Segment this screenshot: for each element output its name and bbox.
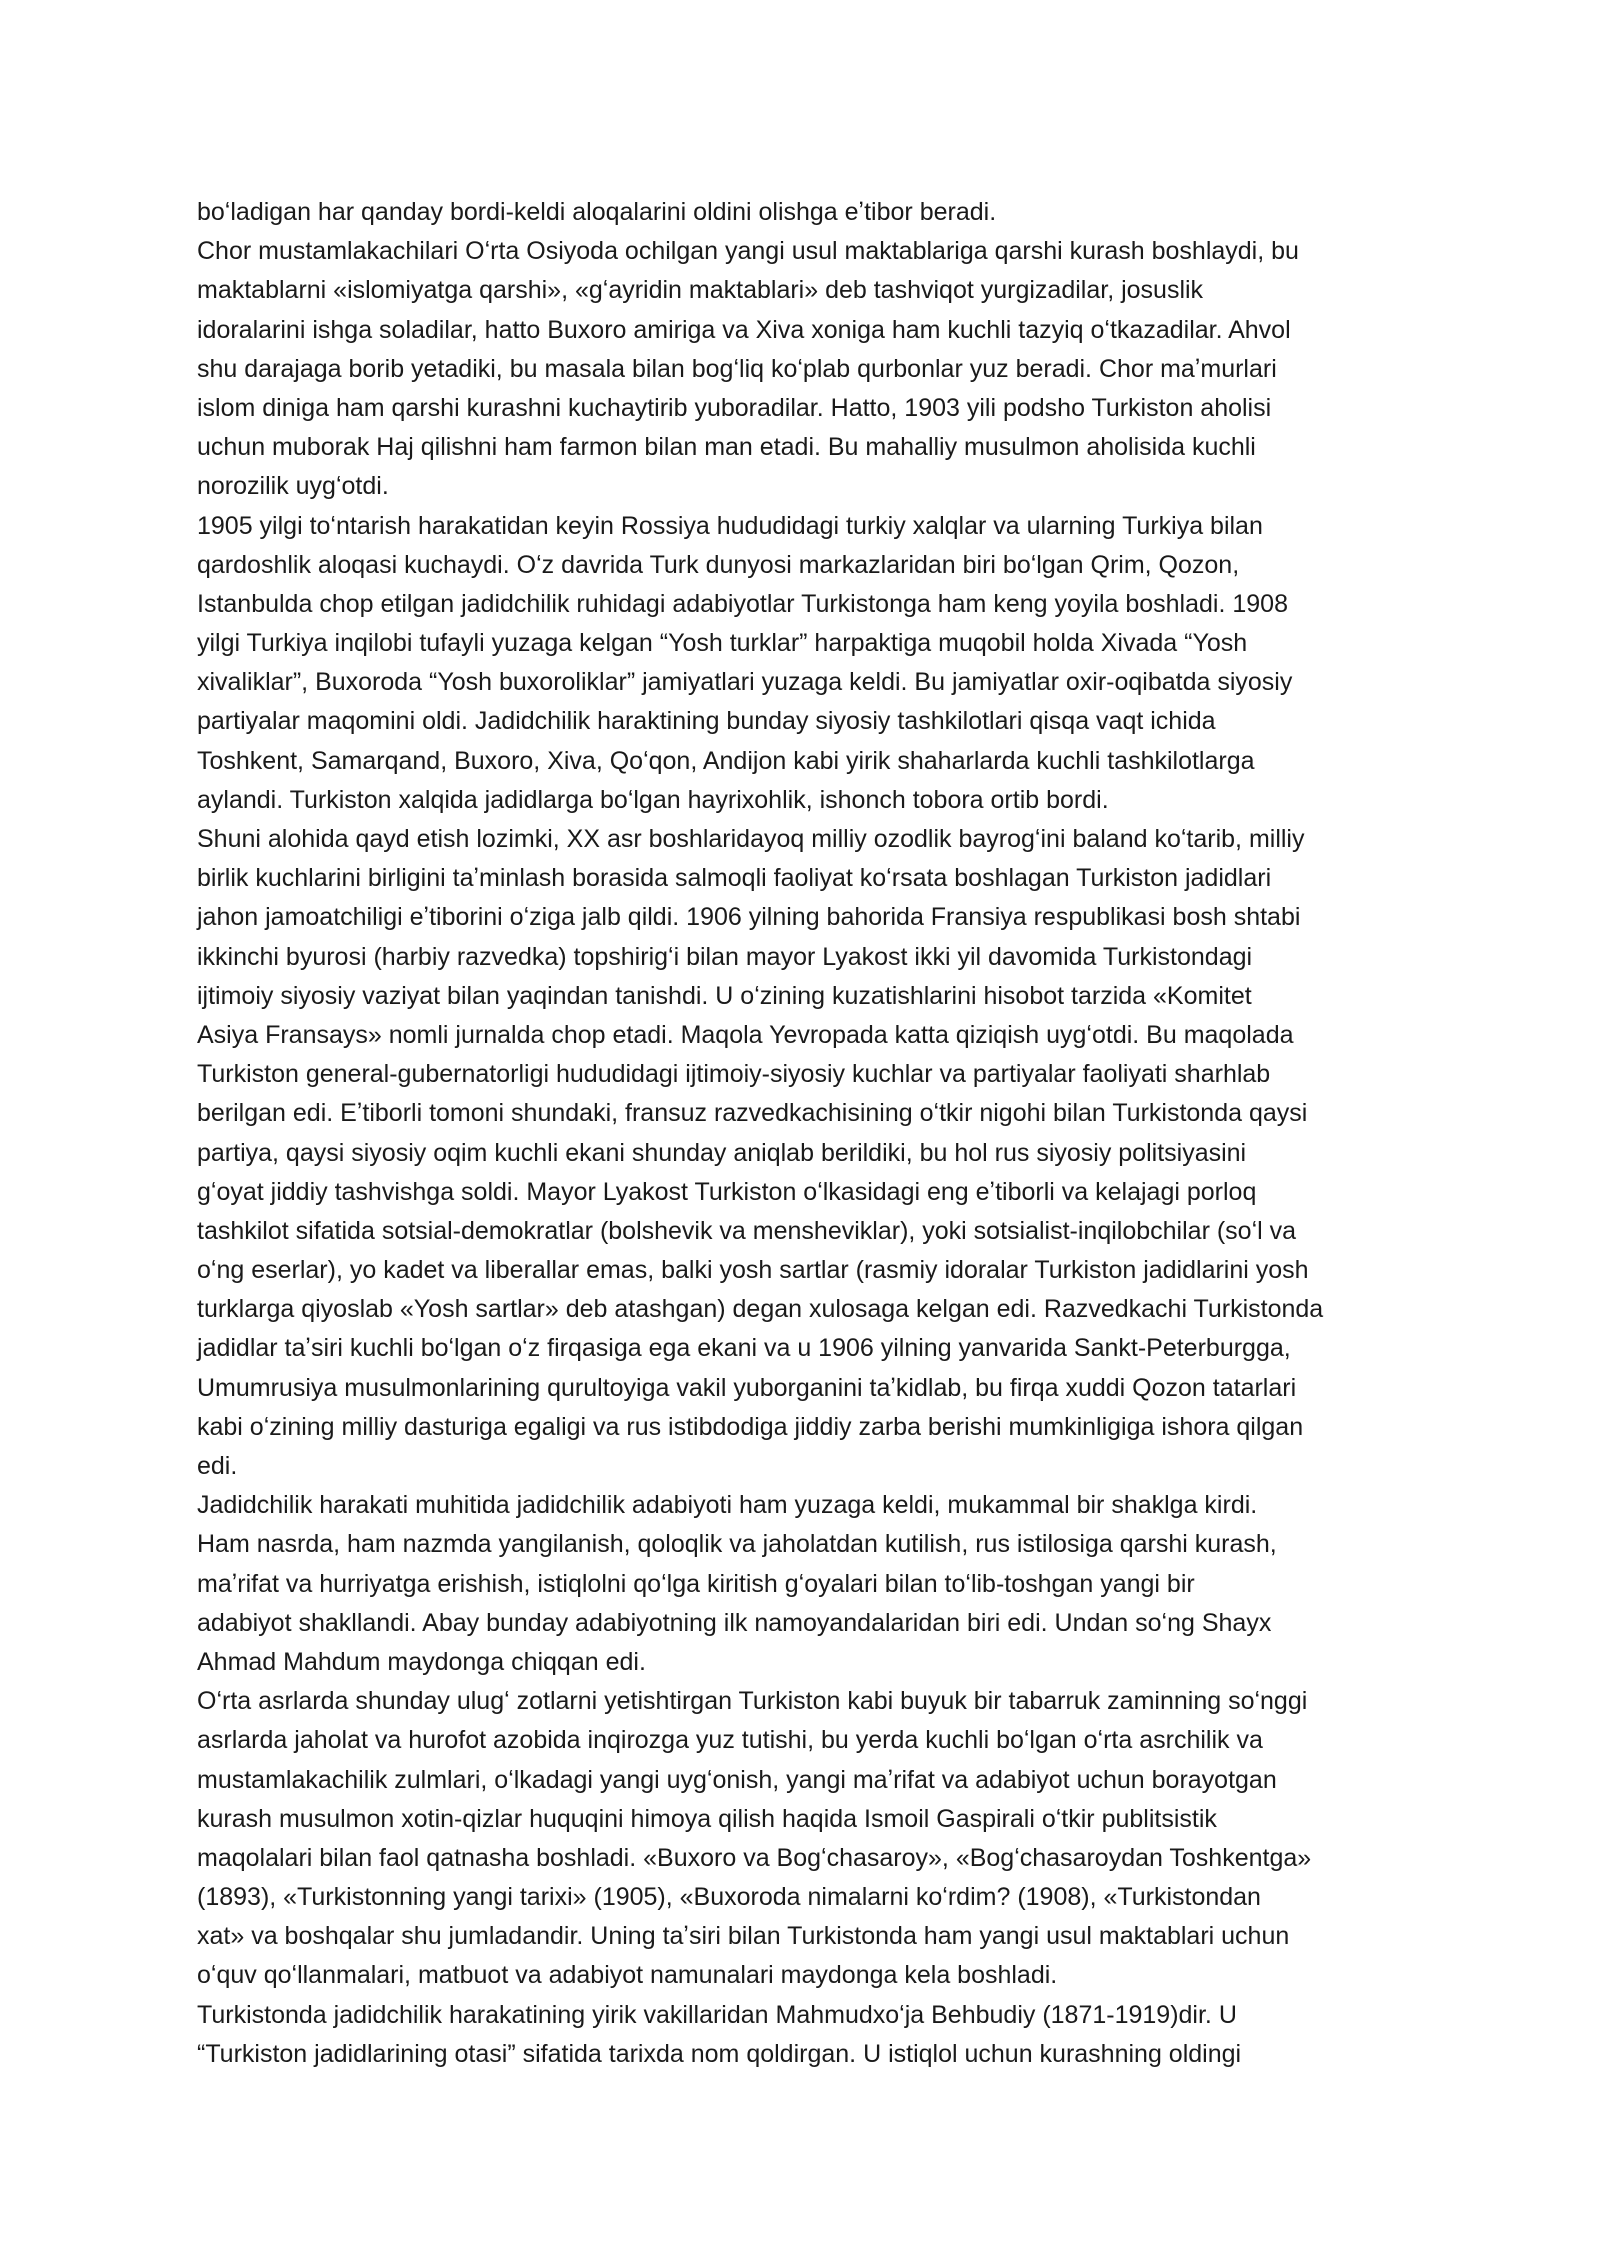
text-line: Umumrusiya musulmonlarining qurultoyiga vakil yuborganini taʼkidlab, bu firqa xuddi Qozon tatarlari	[197, 1373, 1297, 1402]
text-line: Turkistonda jadidchilik harakatining yirik vakillaridan Mahmudxoʻja Behbudiy (1871-1919)dir. U	[197, 2000, 1237, 2029]
text-line: “Turkiston jadidlarining otasi” sifatida tarixda nom qoldirgan. U istiqlol uchun kurashning oldingi	[197, 2039, 1242, 2068]
text-line: kurash musulmon xotin-qizlar huquqini himoya qilish haqida Ismoil Gaspirali oʻtkir publitsistik	[197, 1804, 1217, 1833]
text-line: turklarga qiyoslab «Yosh sartlar» deb atashgan) degan xulosaga kelgan edi. Razvedkachi Turkistonda	[197, 1295, 1324, 1324]
text-line: ikkinchi byurosi (harbiy razvedka) topshirigʻi bilan mayor Lyakost ikki yil davomida Turkistondagi	[197, 942, 1253, 971]
text-line: asrlarda jaholat va hurofot azobida inqirozga yuz tutishi, bu yerda kuchli boʻlgan oʻrta asrchilik va	[197, 1726, 1263, 1755]
text-line: jahon jamoatchiligi eʼtiborini oʻziga jalb qildi. 1906 yilning bahorida Fransiya respublikasi bosh shtabi	[197, 903, 1301, 932]
text-line: tashkilot sifatida sotsial-demokratlar (bolshevik va mensheviklar), yoki sotsialist-inqilobchilar (soʻl va	[197, 1216, 1297, 1245]
text-line: Jadidchilik harakati muhitida jadidchilik adabiyoti ham yuzaga keldi, mukammal bir shaklga kirdi.	[197, 1491, 1258, 1520]
text-line: uchun muborak Haj qilishni ham farmon bilan man etadi. Bu mahalliy musulmon aholisida kuchli	[197, 433, 1256, 462]
text-line: maktablarni «islomiyatga qarshi», «gʻayridin maktablari» deb tashviqot yurgizadilar, josuslik	[197, 276, 1204, 305]
text-line: kabi oʻzining milliy dasturiga egaligi va rus istibdodiga jiddiy zarba berishi mumkinligiga ishora qilgan	[197, 1412, 1304, 1441]
text-line: aylandi. Turkiston xalqida jadidlarga boʻlgan hayrixohlik, ishonch tobora ortib bordi.	[197, 785, 1109, 814]
text-line: jadidlar taʼsiri kuchli boʻlgan oʻz firqasiga ega ekani va u 1906 yilning yanvarida Sankt-Peterburgga,	[197, 1334, 1291, 1363]
text-line: Oʻrta asrlarda shunday ulugʻ zotlarni yetishtirgan Turkiston kabi buyuk bir tabarruk zaminning soʻnggi	[197, 1687, 1308, 1716]
text-line: oʻquv qoʻllanmalari, matbuot va adabiyot namunalari maydonga kela boshladi.	[197, 1961, 1058, 1990]
text-line: Toshkent, Samarqand, Buxoro, Xiva, Qoʻqon, Andijon kabi yirik shaharlarda kuchli tashkilotlarga	[197, 746, 1255, 775]
text-line: Chor mustamlakachilari Oʻrta Osiyoda ochilgan yangi usul maktablariga qarshi kurash boshlaydi, bu	[197, 237, 1299, 266]
text-line: boʻladigan har qanday bordi-keldi aloqalarini oldini olishga eʼtibor beradi.	[197, 198, 997, 226]
text-line: berilgan edi. Eʼtiborli tomoni shundaki, fransuz razvedkachisining oʻtkir nigohi bilan Turkistonda qaysi	[197, 1099, 1308, 1128]
text-line: gʻoyat jiddiy tashvishga soldi. Mayor Lyakost Turkiston oʻlkasidagi eng eʼtiborli va kelajagi porloq	[197, 1177, 1257, 1206]
text-line: maqolalari bilan faol qatnasha boshladi. «Buxoro va Bogʻchasaroy», «Bogʻchasaroydan Toshkentga»	[197, 1843, 1312, 1872]
text-line: idoralarini ishga soladilar, hatto Buxoro amiriga va Xiva xoniga ham kuchli tazyiq oʻtkazadilar. Ahvol	[197, 315, 1291, 344]
text-line: Asiya Fransays» nomli jurnalda chop etadi. Maqola Yevropada katta qiziqish uygʻotdi. Bu maqolada	[197, 1020, 1294, 1049]
text-line: maʼrifat va hurriyatga erishish, istiqlolni qoʻlga kiritish gʻoyalari bilan toʻlib-toshgan yangi bir	[197, 1569, 1195, 1598]
text-line: norozilik uygʻotdi.	[197, 472, 389, 501]
text-line: xivaliklar”, Buxoroda “Yosh buxoroliklar” jamiyatlari yuzaga keldi. Bu jamiyatlar oxir-oqibatda siyosiy	[197, 668, 1293, 697]
text-line: adabiyot shakllandi. Abay bunday adabiyotning ilk namoyandalaridan biri edi. Undan soʻng Shayx	[197, 1608, 1272, 1637]
text-line: mustamlakachilik zulmlari, oʻlkadagi yangi uygʻonish, yangi maʼrifat va adabiyot uchun borayotgan	[197, 1765, 1277, 1794]
text-line: birlik kuchlarini birligini taʼminlash borasida salmoqli faoliyat koʻrsata boshlagan Turkiston jadidlari	[197, 864, 1272, 893]
text-line: xat» va boshqalar shu jumladandir. Uning taʼsiri bilan Turkistonda ham yangi usul maktablari uchun	[197, 1922, 1290, 1951]
body-text	[197, 193, 1431, 2074]
text-line: oʻng eserlar), yo kadet va liberallar emas, balki yosh sartlar (rasmiy idoralar Turkiston jadidlarini yosh	[197, 1256, 1309, 1285]
text-line: Istanbulda chop etilgan jadidchilik ruhidagi adabiyotlar Turkistonga ham keng yoyila boshladi. 1908	[197, 589, 1288, 618]
text-line: Turkiston general-gubernatorligi hududidagi ijtimoiy-siyosiy kuchlar va partiyalar faoliyati sharhlab	[197, 1060, 1271, 1089]
text-line: qardoshlik aloqasi kuchaydi. Oʻz davrida Turk dunyosi markazlaridan biri boʻlgan Qrim, Qozon,	[197, 550, 1240, 579]
text-line: edi.	[197, 1452, 238, 1480]
text-line: partiyalar maqomini oldi. Jadidchilik haraktining bunday siyosiy tashkilotlari qisqa vaqt ichida	[197, 707, 1216, 736]
text-line: Ahmad Mahdum maydonga chiqqan edi.	[197, 1647, 646, 1676]
text-line: (1893), «Turkistonning yangi tarixi» (1905), «Buxoroda nimalarni koʻrdim? (1908), «Turkistondan	[197, 1883, 1261, 1912]
text-line: islom diniga ham qarshi kurashni kuchaytirib yuboradilar. Hatto, 1903 yili podsho Turkiston aholisi	[197, 393, 1272, 422]
text-line: shu darajaga borib yetadiki, bu masala bilan bogʻliq koʻplab qurbonlar yuz beradi. Chor maʼmurlari	[197, 354, 1277, 383]
text-line: Shuni alohida qayd etish lozimki, XX asr boshlaridayoq milliy ozodlik bayrogʻini baland koʻtarib, milliy	[197, 825, 1305, 853]
text-line: Ham nasrda, ham nazmda yangilanish, qoloqlik va jaholatdan kutilish, rus istilosiga qarshi kurash,	[197, 1530, 1277, 1559]
text-line: yilgi Turkiya inqilobi tufayli yuzaga kelgan “Yosh turklar” harpaktiga muqobil holda Xivada “Yosh	[197, 629, 1248, 658]
text-line: ijtimoiy siyosiy vaziyat bilan yaqindan tanishdi. U oʻzining kuzatishlarini hisobot tarzida «Komitet	[197, 981, 1252, 1010]
text-line: 1905 yilgi toʻntarish harakatidan keyin Rossiya hududidagi turkiy xalqlar va ularning Turkiya bilan	[197, 511, 1263, 540]
text-line: partiya, qaysi siyosiy oqim kuchli ekani shunday aniqlab berildiki, bu hol rus siyosiy politsiyasini	[197, 1138, 1247, 1167]
